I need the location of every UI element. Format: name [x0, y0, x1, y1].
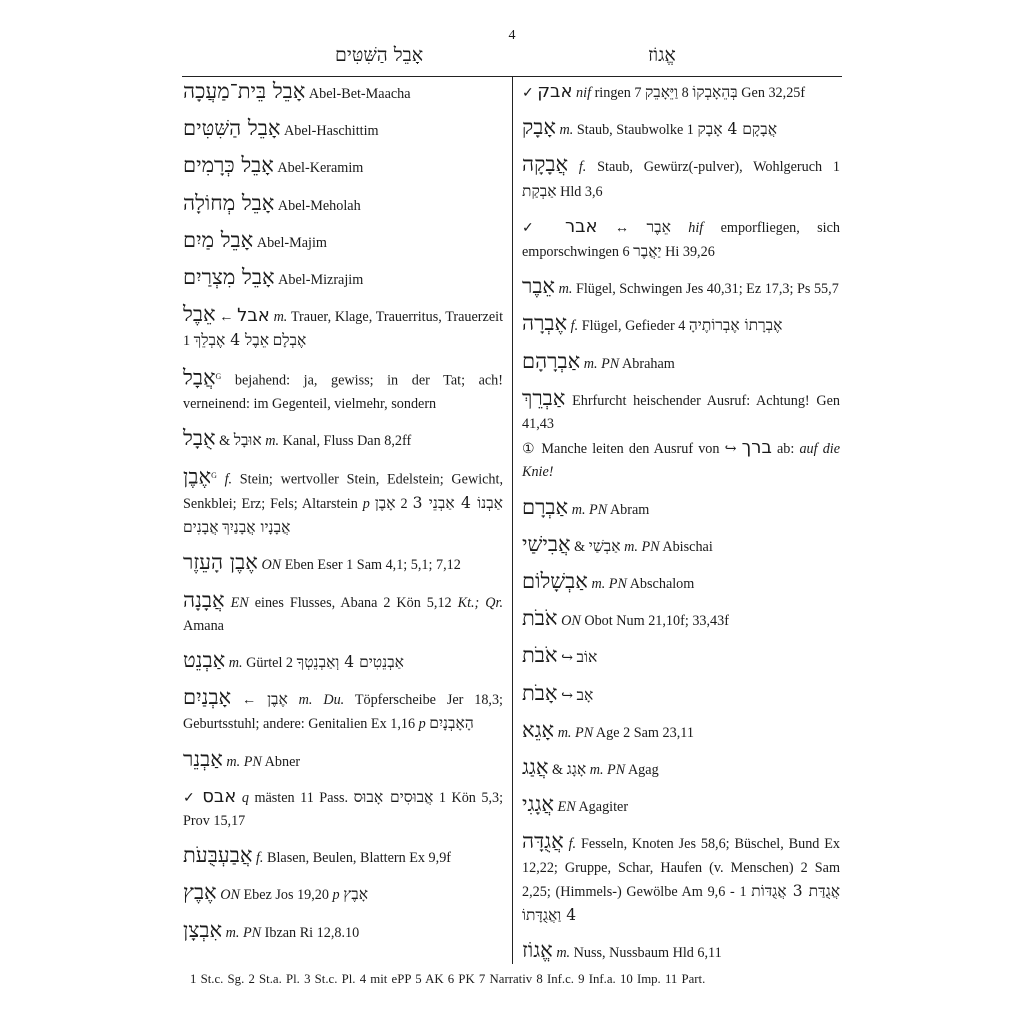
entry-lemma: אֵבֶר [522, 274, 556, 299]
entry-variant: אַבְשַׁי [588, 536, 621, 555]
dictionary-entry [183, 229, 503, 255]
entry-definition: Stein; wertvoller Stein, Edelstein; Gewicht, Senkblei; Erz; Fels; Altarstein [183, 471, 504, 512]
dictionary-entry [183, 844, 503, 870]
entry-ampersand: & [552, 762, 564, 779]
entry-grammar: m. PN [557, 724, 594, 741]
entry-definition: Abel-Meholah [277, 197, 361, 214]
entry-reference: אוֹב [576, 648, 598, 667]
dictionary-entry [183, 589, 503, 638]
entry-definition: Kanal, Fluss Dan 8,2ff [282, 432, 412, 449]
entry-definition: Agagiter [578, 799, 629, 816]
entry-definition: Töpferscheibe Jer 18,3; Geburtsstuhl; andere: Genitalien Ex 1,16 [183, 692, 503, 733]
entry-definition: Nuss, Nussbaum Hld 6,11 [573, 945, 722, 962]
entry-definition: Abel-Bet-Maacha [308, 86, 411, 102]
entry-reference: אֵבֶר [646, 217, 671, 236]
entry-grammar: m. PN [591, 576, 627, 593]
hook-arrow-icon: ↪ [724, 441, 737, 458]
abbreviation-legend: 1 St.c. Sg. 2 St.a. Pl. 3 St.c. Pl. 4 mit ePP 5 AK 6 PK 7 Narrativ 8 Inf.c. 9 Inf.a. 10 Imp. 11 Part. [190, 972, 706, 986]
entry-definition: Abischai [662, 538, 713, 555]
entry-lemma: אַבְנֵר [183, 746, 223, 771]
dictionary-entry [522, 607, 840, 633]
dictionary-entry [183, 80, 503, 106]
entry-lemma: אֲבִישַׁי [522, 531, 571, 556]
dictionary-entry [522, 756, 840, 782]
entry-lemma: אַבְרָהָם [522, 348, 581, 373]
entry-grammar: f. [224, 471, 233, 488]
entry-grammar: q [241, 789, 249, 806]
entry-lemma: אֵבֶל [183, 302, 216, 327]
entry-lemma: אָבֵל בֵּית־מַעֲכָה [183, 79, 306, 103]
entry-definition: Ebez Jos 19,20 [243, 887, 329, 904]
entry-grammar: m. [273, 309, 288, 326]
entry-grammar: ON [561, 613, 581, 630]
dictionary-entry [183, 881, 503, 907]
dictionary-entry [183, 785, 503, 833]
entry-lemma: אַבְנֵט [183, 647, 226, 672]
entry-lemma: אָבֵל הַשִּׁטִּים [183, 116, 281, 141]
dictionary-entry [183, 117, 503, 143]
entry-lemma: אֶבְרָה [522, 311, 568, 336]
right-column [522, 80, 840, 976]
entry-lemma: אֲבָל [183, 365, 216, 390]
entry-definition: Staub, Gewürz(-pulver), Wohlgeruch 1 [597, 159, 840, 176]
entry-lemma: אבס [202, 785, 237, 807]
entry-lemma: אַבְרָם [522, 494, 569, 519]
entry-definition: Blasen, Beulen, Blattern Ex 9,9f [267, 850, 452, 867]
entry-definition: Trauer, Klage, Trauerritus, Trauerzeit 1 [183, 309, 504, 350]
entry-definition: Gürtel 2 [246, 654, 294, 671]
dictionary-entry [183, 266, 503, 292]
dictionary-entry [522, 312, 840, 338]
entry-superscript: G [211, 470, 217, 480]
entry-definition: Eben Eser 1 Sam 4,1; 5,1; 7,12 [284, 557, 461, 574]
entry-lemma: אֶבֶץ [183, 880, 217, 905]
entry-qere: Qr. [485, 594, 504, 611]
entry-lemma: אַבְרֵךְ [522, 385, 566, 410]
note-root: ברך [741, 437, 772, 459]
entry-grammar: m. [228, 654, 243, 671]
dictionary-entry [522, 80, 840, 105]
entry-hebrew-forms: אֶבְרָתוֹ אֶבְרוֹתֶיהָ [688, 316, 783, 335]
entry-definition: Fesseln, Knoten Jes 58,6; Büschel, Bund Ex 12,22; Gruppe, Schar, Haufen (v. Menschen) 2 Sam 2,25; (Himmels-) Gewölbe Am 9,6 - 1 [522, 836, 841, 900]
dictionary-entry [522, 939, 840, 965]
verb-root-check-icon: ✓ [522, 220, 548, 236]
entry-hebrew-forms: אַבְנוֹ 4 אַבְנֵי 3 אֲבָנִים [183, 493, 503, 537]
entry-hebrew-forms: אַבְקַת [522, 181, 557, 200]
entry-definition: emporfliegen, sich emporschwingen 6 [522, 219, 841, 261]
entry-form-number: 2 [400, 495, 408, 512]
entry-hebrew-forms: הָאָבְנָיִם [429, 714, 474, 733]
entry-lemma: אֲבָקָה [522, 152, 569, 177]
entry-definition: mästen 11 Pass. [254, 789, 349, 806]
entry-definition: Abraham [622, 355, 675, 372]
entry-lemma: אֲבַעְבֻּעֹת [183, 843, 253, 868]
entry-variant: אָגָג [566, 760, 587, 779]
dictionary-entry [522, 644, 840, 670]
entry-grammar: m. PN [624, 538, 660, 555]
dictionary-entry [522, 793, 840, 819]
entry-hebrew-forms: יַאֲבֶר [633, 242, 662, 261]
entry-hebrew-forms: אֶבְלָם [272, 331, 307, 350]
entry-lemma: אָבֵל מַיִם [183, 227, 254, 252]
entry-lemma: אֱגוֹז [522, 938, 553, 963]
entry-ampersand: & [219, 432, 231, 449]
entry-lemma: אֻבָל [183, 425, 216, 450]
entry-definition: eines Flusses, Abana 2 Kön 5,12 [254, 594, 452, 611]
dictionary-entry [183, 192, 503, 218]
entry-definition: Abel-Majim [256, 234, 327, 251]
dictionary-entry [522, 533, 840, 559]
entry-lemma: אבר [564, 215, 598, 237]
entry-definition: Obot Num 21,10f; 33,43f [584, 613, 729, 630]
entry-hebrew-forms: אָבֶץ [343, 885, 369, 904]
entry-grammar: m. PN [583, 355, 620, 372]
entry-definition: Ehrfurcht heischender Ausruf: Achtung! Gen 41,43 [522, 392, 840, 433]
entry-grammar: f. [255, 850, 264, 867]
entry-lemma: אַבְשָׁלוֹם [522, 569, 588, 594]
entry-lemma: אִבְצָן [183, 917, 223, 942]
entry-lemma: אָבֵל מְחוֹלָה [183, 190, 275, 215]
dictionary-entry [183, 365, 503, 416]
verb-root-check-icon: ✓ [183, 790, 197, 806]
dictionary-entry [522, 275, 840, 301]
entry-definition: Abel-Keramim [277, 160, 364, 177]
dictionary-entry [522, 350, 840, 376]
entry-ampersand: & [574, 538, 586, 555]
entry-definition: Flügel, Gefieder 4 [581, 318, 686, 335]
running-header-left: אָבֵל הַשִּׁטִּים [335, 44, 424, 66]
entry-grammar: m. [558, 281, 573, 298]
dictionary-entry [183, 551, 503, 577]
dictionary-entry [183, 303, 503, 353]
entry-hebrew-forms: אֲבָקָם 4 אָבָק [697, 120, 777, 139]
entry-definition: Abel-Haschittim [284, 123, 379, 140]
dictionary-entry [183, 919, 503, 945]
entry-grammar: m. [559, 122, 574, 139]
entry-definition: ringen 7 [594, 85, 642, 101]
entry-lemma: אֲגַג [522, 755, 549, 780]
note-text: ① Manche leiten den Ausruf von [522, 441, 720, 458]
entry-hebrew-forms: אַבְנֵטִים 4 וְאַבְנֵטְךָ [296, 652, 404, 671]
entry-definition: Hi 39,26 [665, 244, 715, 261]
entry-root: אבל [237, 305, 270, 327]
entry-grammar: f. [570, 318, 579, 335]
column-divider [512, 76, 513, 964]
entry-hebrew-forms: אֵבֶל 4 אֶבְלֵךְ [193, 331, 270, 350]
dictionary-entry [522, 496, 840, 522]
dictionary-entry [183, 427, 503, 453]
entry-grammar: EN [230, 594, 249, 611]
entry-grammar: EN [557, 799, 576, 816]
entry-grammar: m. PN [571, 501, 608, 518]
entry-definition: Age 2 Sam 23,11 [595, 724, 694, 741]
entry-grammar: ON [220, 887, 240, 904]
entry-form-number: 8 [681, 85, 689, 101]
entry-definition: bejahend: ja, gewiss; in der Tat; ach! verneinend: im Gegenteil, vielmehr, sondern [183, 372, 503, 412]
entry-lemma: אֹבֹת [522, 643, 558, 668]
entry-grammar: nif [576, 85, 592, 101]
entry-lemma: אָבְנַיִם [183, 685, 232, 710]
entry-lemma: אֶבֶן הָעֵזֶר [183, 550, 258, 575]
entry-grammar: m. [265, 432, 280, 449]
entry-pausal-marker: p [362, 495, 370, 512]
entry-grammar: ON [261, 557, 282, 574]
entry-grammar: m. PN [589, 762, 626, 779]
entry-definition: Agag [627, 762, 659, 779]
note-text: ab: [776, 441, 795, 458]
entry-hebrew-forms: בְּהֵאָבְקוֹ [692, 83, 738, 101]
entry-grammar: m. [556, 945, 571, 962]
entry-definition: 1 Kön 5,3; Prov 15,17 [183, 789, 504, 829]
entry-ketiv: Kt.; [457, 594, 480, 611]
entry-definition: Abschalom [629, 576, 695, 593]
dictionary-entry [183, 464, 503, 540]
entry-grammar: m. Du. [298, 692, 345, 709]
verb-root-check-icon: ✓ [522, 86, 534, 101]
entry-definition: Abram [609, 501, 650, 518]
dictionary-entry [522, 153, 840, 203]
left-column [183, 80, 503, 956]
left-arrow-icon: ← [242, 692, 257, 709]
note-italic-text: auf die Knie! [522, 441, 841, 481]
entry-lemma: אָגֵא [522, 717, 555, 742]
dictionary-entry [522, 682, 840, 708]
entry-lemma: אֲבָנָה [183, 587, 225, 612]
entry-grammar: hif [688, 219, 704, 236]
entry-grammar: f. [578, 159, 587, 176]
entry-reference: אָב [576, 685, 594, 704]
entry-lemma: אָבֹת [522, 680, 558, 705]
entry-lemma: אֶבֶן [183, 464, 212, 489]
entry-definition: Gen 32,25f [741, 85, 806, 101]
page-number: 4 [508, 28, 516, 43]
entry-hebrew-forms: וַיֵּאָבֵק [645, 83, 679, 101]
entry-variant: אוּבָל [233, 430, 262, 449]
entry-definition: Abel-Mizrajim [278, 272, 364, 289]
hook-arrow-icon: ↪ [561, 687, 573, 704]
entry-definition: Ibzan Ri 12,8.10 [264, 924, 360, 941]
entry-grammar: m. PN [226, 753, 262, 770]
entry-hebrew-forms: אֲבָנָיו אֲבָנַיִךְ [222, 518, 291, 537]
entry-pausal-marker: p [418, 716, 426, 733]
entry-superscript: G [215, 371, 222, 381]
dictionary-entry [522, 116, 840, 142]
entry-lemma: אֲגָגִי [522, 792, 554, 817]
entry-lemma: אֲגֻדָּה [522, 829, 564, 854]
dictionary-entry [183, 649, 503, 675]
dictionary-entry [522, 830, 840, 928]
entry-hebrew-forms: אֲגֻדַּת 3 אֲגֻדּוֹת 4 וַאֲגֻדָּתוֹ [522, 881, 841, 925]
dictionary-entry [522, 719, 840, 745]
dictionary-entry [522, 570, 840, 596]
entry-lemma: אבק [537, 81, 573, 102]
dictionary-entry [183, 748, 503, 774]
dictionary-entry [522, 215, 840, 264]
running-header-right: אֱגוֹז [648, 44, 676, 66]
hook-arrow-icon: ↪ [561, 650, 573, 667]
entry-definition: Flügel, Schwingen Jes 40,31; Ez 17,3; Ps 55,7 [575, 281, 839, 298]
left-arrow-icon: ← [219, 309, 234, 326]
entry-hebrew-forms: אֲבוּסִים אָבוּס [353, 787, 434, 806]
entry-pausal-marker: p [332, 887, 340, 904]
entry-note [522, 436, 840, 484]
double-arrow-icon: ↔ [614, 219, 630, 236]
dictionary-entry [183, 686, 503, 736]
entry-lemma: אָבֵל מִצְרַיִם [183, 265, 275, 290]
dictionary-entry [183, 154, 503, 180]
entry-lemma: אָבֵל כְּרָמִים [183, 153, 274, 178]
entry-definition: Abner [264, 753, 301, 770]
entry-grammar: f. [568, 836, 577, 853]
entry-grammar: m. PN [225, 924, 262, 941]
dictionary-entry [522, 387, 840, 485]
entry-lemma: אֹבֹת [522, 606, 558, 631]
entry-definition: Staub, Staubwolke 1 [576, 122, 694, 139]
entry-definition: Hld 3,6 [560, 183, 603, 200]
entry-reference: אֶבֶן [267, 690, 288, 709]
entry-definition: Amana [183, 617, 224, 634]
entry-hebrew-forms: אָבֶן [374, 493, 396, 512]
entry-lemma: אָבָק [522, 115, 556, 140]
